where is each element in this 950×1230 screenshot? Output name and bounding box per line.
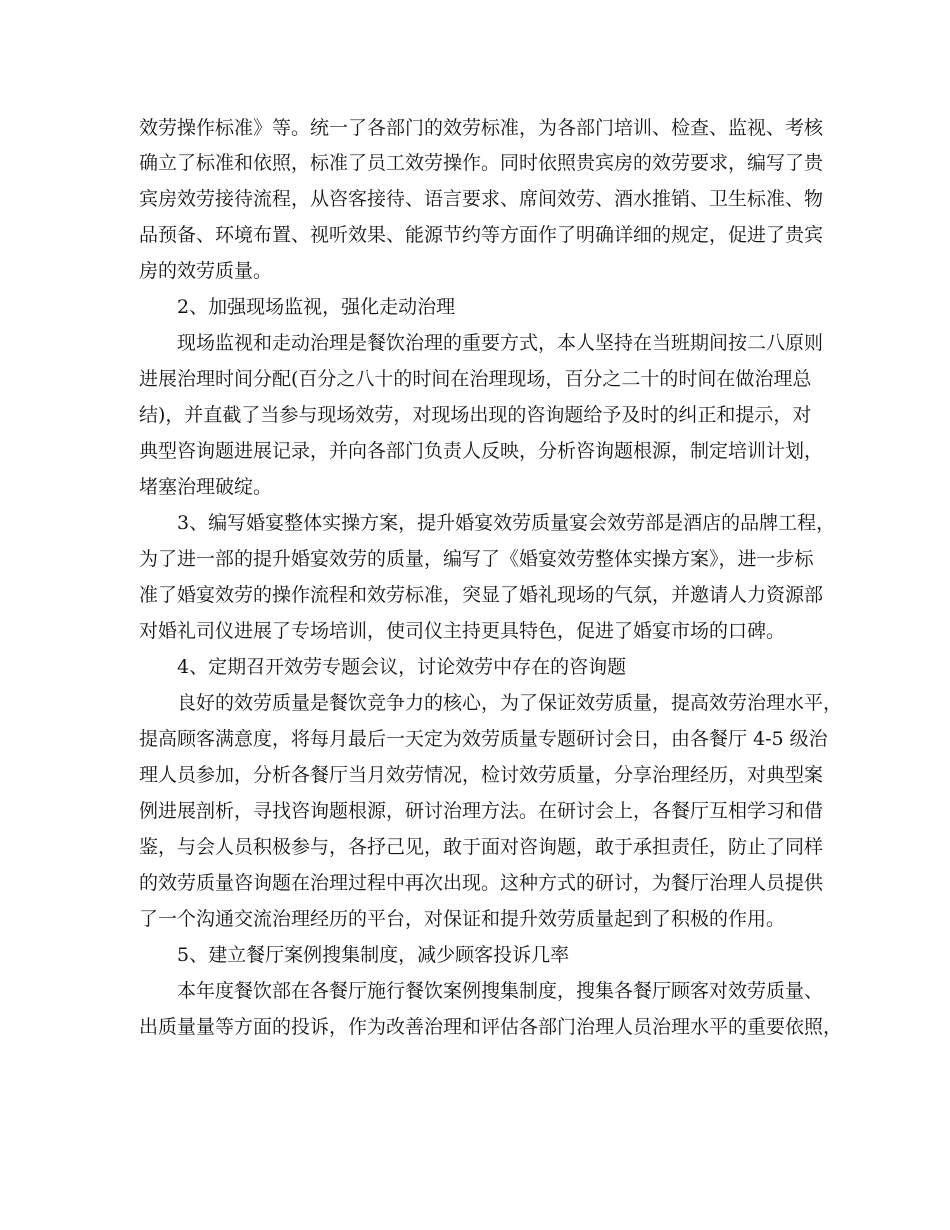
body-text-line: 房的效劳质量。 <box>139 260 273 282</box>
body-text-line: 品预备、环境布置、视听效果、能源节约等方面作了明确详细的规定，促进了贵宾 <box>139 224 824 246</box>
body-text-line: 例进展剖析，寻找咨询题根源，研讨治理方法。在研讨会上，各餐厅互相学习和借 <box>139 800 824 822</box>
body-text-line: 对婚礼司仪进展了专场培训，使司仪主持更具特色，促进了婚宴市场的口碑。 <box>139 620 786 642</box>
body-text-line: 典型咨询题进展记录，并向各部门负责人反映，分析咨询题根源，制定培训计划， <box>139 440 824 462</box>
body-text-line: 准了婚宴效劳的操作流程和效劳标准，突显了婚礼现场的气氛，并邀请人力资源部 <box>139 584 824 606</box>
body-text-line: 宾房效劳接待流程，从咨客接待、语言要求、席间效劳、酒水推销、卫生标准、物 <box>139 188 824 210</box>
body-text-line: 了一个沟通交流治理经历的平台，对保证和提升效劳质量起到了积极的作用。 <box>139 908 786 930</box>
body-text-line: 良好的效劳质量是餐饮竞争力的核心，为了保证效劳质量，提高效劳治理水平， <box>177 692 843 714</box>
body-text-line: 本年度餐饮部在各餐厅施行餐饮案例搜集制度，搜集各餐厅顾客对效劳质量、 <box>177 980 824 1002</box>
body-text-line: 鉴，与会人员积极参与，各抒己见，敢于面对咨询题，敢于承担责任，防止了同样 <box>139 836 824 858</box>
body-text-line: 进展治理时间分配(百分之八十的时间在治理现场，百分之二十的时间在做治理总 <box>139 368 812 390</box>
body-text-line: 结)，并直截了当参与现场效劳，对现场出现的咨询题给予及时的纠正和提示，对 <box>139 404 812 426</box>
body-text-line: 堵塞治理破绽。 <box>139 476 273 498</box>
body-text-line: 现场监视和走动治理是餐饮治理的重要方式，本人坚持在当班期间按二八原则 <box>177 332 824 354</box>
body-text-line: 效劳操作标准》等。统一了各部门的效劳标准，为各部门培训、检查、监视、考核 <box>139 117 824 139</box>
body-text-line: 的效劳质量咨询题在治理过程中再次出现。这种方式的研讨，为餐厅治理人员提供 <box>139 872 824 894</box>
body-text-line: 确立了标准和依照，标准了员工效劳操作。同时依照贵宾房的效劳要求，编写了贵 <box>139 152 824 174</box>
section-heading: 4、定期召开效劳专题会议，讨论效劳中存在的咨询题 <box>177 656 627 678</box>
section-heading: 2、加强现场监视，强化走动治理 <box>177 296 456 318</box>
body-text-line: 为了进一部的提升婚宴效劳的质量，编写了《婚宴效劳整体实操方案》，进一步标 <box>139 548 814 570</box>
body-text-line: 理人员参加，分析各餐厅当月效劳情况，检讨效劳质量，分享治理经历，对典型案 <box>139 764 824 786</box>
section-heading: 3、编写婚宴整体实操方案，提升婚宴效劳质量宴会效劳部是酒店的品牌工程， <box>177 512 836 534</box>
section-heading: 5、建立餐厅案例搜集制度，减少顾客投诉几率 <box>177 944 570 966</box>
body-text-line: 提高顾客满意度，将每月最后一天定为效劳质量专题研讨会日，由各餐厅 4-5 级治 <box>139 728 828 750</box>
body-text-line: 出质量量等方面的投诉，作为改善治理和评估各部门治理人员治理水平的重要依照， <box>139 1016 843 1038</box>
